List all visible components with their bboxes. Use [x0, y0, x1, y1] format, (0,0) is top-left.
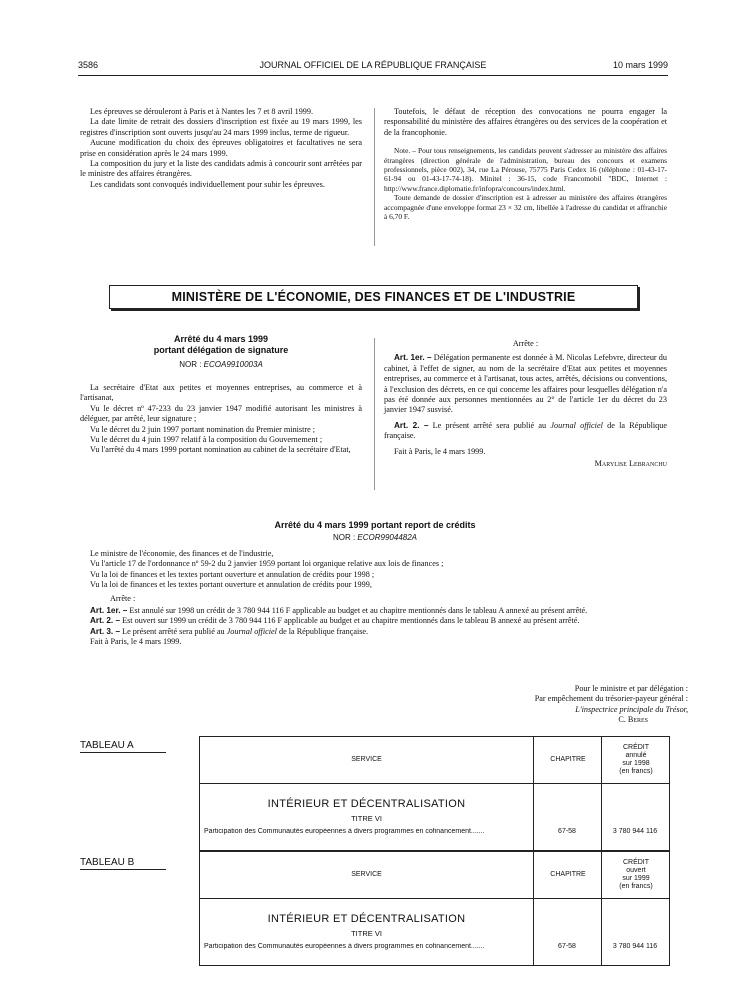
paragraph: Vu l'arrêté du 4 mars 1999 portant nomination au cabinet de la secrétaire d'Etat,	[90, 445, 351, 455]
journal-title: JOURNAL OFFICIEL DE LA RÉPUBLIQUE FRANÇAISE	[259, 60, 487, 70]
article-text: Délégation permanente est donnée à M. Nicolas Lefebvre, directeur du cabinet, à l'effet de signer, au nom de la secrétaire d'Etat aux petites et moyennes entreprises, au commerce et à l'artisanat, tous actes, arrêtés, décisions ou conventions, à l'exclusion des décrets, en ce qui concerne les affaires pour lesquelles délégation n'a pas été donnée aux personnes mentionnées au 2° de l'article 1er du décret du 23 janvier 1947 susvisé.	[384, 353, 667, 415]
article-text: Est annulé sur 1998 un crédit de 3 780 944 116 F applicable au budget et au chapitre mentionnés dans le tableau A annexé au présent arrêté.	[127, 606, 588, 616]
credit-line: annulé	[625, 752, 647, 759]
top-right-column	[384, 107, 667, 221]
paragraph: La secrétaire d'Etat aux petites et moyennes entreprises, au commerce et à l'artisanat,	[80, 383, 362, 403]
arrete2-signature	[430, 684, 688, 726]
page-header	[78, 60, 668, 74]
col-credit	[601, 737, 670, 783]
paragraph: Vu le décret nº 47-233 du 23 janvier 1947 modifié autorisant les ministres à déléguer, par arrêté, leur signature ;	[80, 403, 362, 424]
header-rule	[78, 75, 668, 76]
section-title: INTÉRIEUR ET DÉCENTRALISATION	[267, 798, 466, 810]
article-label: Art. 1er. –	[394, 353, 432, 363]
column-rule	[533, 899, 534, 965]
paragraph: Vu l'article 17 de l'ordonnance nº 59-2 du 2 janvier 1959 portant loi organique relative aux lois de finances ;	[90, 559, 444, 569]
paragraph: Vu le décret du 4 juin 1997 relatif à la composition du Gouvernement ;	[90, 435, 323, 445]
article-text: de la République française.	[276, 626, 369, 636]
arrete1-title-line2: portant délégation de signature	[153, 345, 289, 355]
col-service: SERVICE	[351, 756, 382, 763]
page-number: 3586	[78, 60, 99, 70]
column-rule	[533, 784, 534, 850]
top-left-column	[80, 107, 362, 190]
arrete1-preamble	[80, 383, 362, 456]
article-label: Art. 1er. –	[90, 606, 128, 616]
article-1	[80, 606, 670, 616]
section-title: INTÉRIEUR ET DÉCENTRALISATION	[267, 913, 466, 925]
row-amount: 3 780 944 116	[612, 943, 658, 950]
table-header	[200, 737, 669, 784]
arrete-label: Arrête :	[110, 593, 136, 603]
nor-code: ECOR9904482A	[357, 533, 418, 542]
credit-line: (en francs)	[619, 768, 653, 775]
paragraph: Vu la loi de finances et les textes portant ouverture et annulation de crédits pour 1999,	[90, 580, 372, 590]
paragraph: Vu la loi de finances et les textes portant ouverture et annulation de crédits pour 1998 ;	[90, 569, 375, 579]
article-label: Art. 3. –	[90, 626, 121, 636]
paragraph: La date limite de retrait des dossiers d'inscription est fixée au 19 mars 1999, les registres d'inscription sont ouverts jusqu'au 24 mars 1999 inclus, terme de rigueur.	[80, 117, 362, 137]
row-chapter: 67-58	[558, 828, 576, 835]
paragraph: Les épreuves se dérouleront à Paris et à Nantes les 7 et 8 avril 1999.	[90, 107, 314, 116]
column-divider	[374, 338, 375, 490]
arrete1-title	[80, 334, 362, 356]
nor-code: ECOA9910003A	[203, 360, 263, 369]
column-divider	[374, 108, 375, 246]
table-header	[200, 852, 669, 899]
journal-italic: Journal officiel	[550, 420, 603, 430]
ministry-title: MINISTÈRE DE L'ÉCONOMIE, DES FINANCES ET DE L'INDUSTRIE	[109, 285, 638, 309]
article-label: Art. 2. –	[394, 420, 429, 430]
table-b	[199, 851, 670, 966]
paragraph: La composition du jury et la liste des candidats admis à concourir sont arrêtées par le ministre des affaires étrangères.	[80, 159, 362, 179]
row-label: Participation des Communautés européennes à divers programmes en cofinancement.......	[204, 828, 485, 835]
paragraph: Le ministre de l'économie, des finances et de l'industrie,	[90, 549, 274, 558]
col-chapter: CHAPITRE	[533, 737, 602, 783]
credit-line: sur 1999	[622, 875, 650, 882]
done-at: Fait à Paris, le 4 mars 1999.	[394, 446, 486, 456]
arrete2-title: Arrêté du 4 mars 1999 portant report de crédits	[274, 520, 476, 530]
article-3	[80, 627, 670, 637]
col-service: SERVICE	[351, 871, 382, 878]
arrete2-nor	[80, 533, 670, 542]
article-2	[384, 421, 667, 442]
article-text: de la République française.	[384, 420, 667, 441]
journal-italic: Journal officiel	[226, 626, 277, 636]
note-paragraph: Note. – Pour tous renseignements, les candidats peuvent s'adresser au ministère des affaires étrangères (direction générale de l'administration, bureau des concours et examens professionnels, pièce 002), 34, rue La Pérouse, 75775 Paris Cedex 16 (téléphone : 01-43-17-61-94 ou 01-43-17-74-18). Minitel : 36-15, code Francomobil "BDC, Internet : http://www.france.diplomatie.fr/infopra/concours/index.html.	[384, 146, 667, 193]
credit-line: ouvert	[626, 867, 646, 874]
arrete1-nor	[80, 360, 362, 369]
paragraph: Toutefois, le défaut de réception des convocations ne pourra engager la responsabilité du ministère des affaires étrangères ou des services de la coopération et de la francophonie.	[384, 107, 667, 137]
table-b-label: TABLEAU B	[80, 857, 135, 868]
table-a-label: TABLEAU A	[80, 740, 134, 751]
column-rule	[601, 899, 602, 965]
issue-date: 10 mars 1999	[612, 60, 668, 70]
signature-line: L'inspectrice principale du Trésor,	[575, 704, 688, 714]
column-rule	[601, 784, 602, 850]
arrete-label: Arrête :	[512, 339, 539, 348]
signatory: Marylise Lebranchu	[594, 459, 667, 469]
done-at: Fait à Paris, le 4 mars 1999.	[90, 637, 182, 647]
nor-label: NOR :	[179, 360, 204, 369]
credit-line: CRÉDIT	[622, 859, 650, 866]
paragraph: Vu le décret du 2 juin 1997 portant nomination du Premier ministre ;	[90, 424, 316, 434]
row-chapter: 67-58	[558, 943, 576, 950]
article-label: Art. 2. –	[90, 616, 121, 626]
table-label-rule	[80, 869, 166, 870]
arrete2-body	[80, 549, 670, 648]
titre: TITRE VI	[351, 814, 382, 823]
table-a	[199, 736, 670, 851]
credit-line: CRÉDIT	[622, 744, 650, 751]
credit-line: (en francs)	[619, 883, 653, 890]
paragraph: Aucune modification du choix des épreuves obligatoires et facultatives ne sera prise en considération après le 24 mars 1999.	[80, 138, 362, 158]
article-1	[384, 353, 667, 415]
arrete1-articles	[384, 339, 667, 469]
row-amount: 3 780 944 116	[612, 828, 658, 835]
signatory: C. Beres	[618, 715, 648, 725]
row-label: Participation des Communautés européennes à divers programmes en cofinancement.......	[204, 943, 485, 950]
titre: TITRE VI	[351, 929, 382, 938]
table-body	[200, 899, 669, 965]
col-credit	[601, 852, 670, 898]
col-chapter: CHAPITRE	[533, 852, 602, 898]
table-label-rule	[80, 752, 166, 753]
article-text: Est ouvert sur 1999 un crédit de 3 780 944 116 F applicable au budget et au chapitre mentionnés dans le tableau B annexé au présent arrêté.	[120, 616, 580, 626]
article-2	[80, 616, 670, 626]
nor-label: NOR :	[332, 533, 358, 542]
signature-line: Pour le ministre et par délégation :	[574, 684, 688, 693]
arrete1-title-line1: Arrêté du 4 mars 1999	[173, 334, 269, 344]
table-body	[200, 784, 669, 850]
article-text: Le présent arrêté sera publié au	[120, 626, 227, 636]
credit-line: sur 1998	[622, 760, 650, 767]
paragraph: Les candidats sont convoqués individuellement pour subir les épreuves.	[90, 179, 325, 189]
note-paragraph-2: Toute demande de dossier d'inscription est à adresser au ministère des affaires étrangères accompagnée d'une enveloppe format 23 × 32 cm, libellée à l'adresse du candidat et affranchie à 6,70 F.	[384, 193, 667, 222]
signature-line: Par empêchement du trésorier-payeur général :	[534, 694, 688, 704]
article-text: Le présent arrêté sera publié au	[428, 420, 551, 430]
